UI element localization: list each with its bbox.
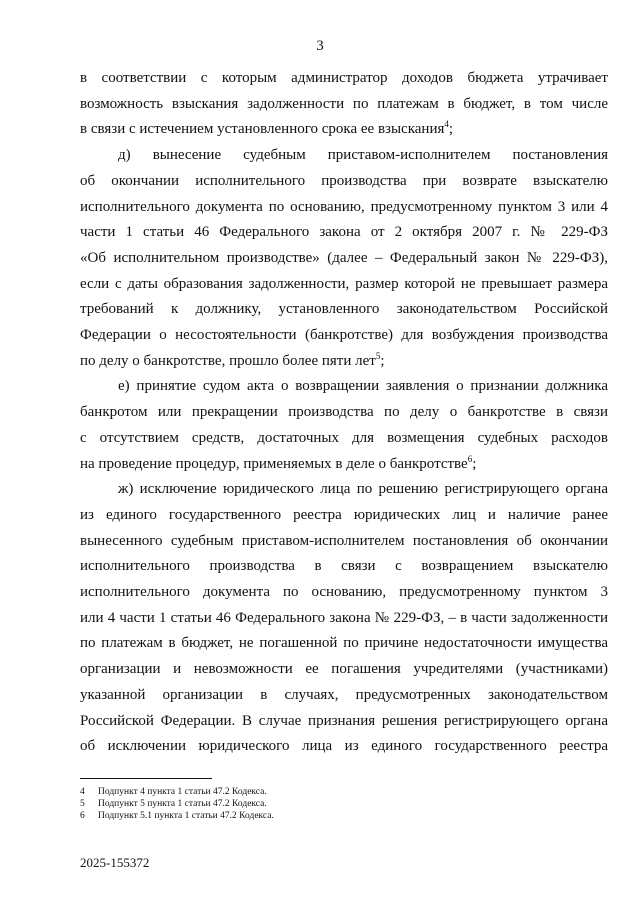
text-line-content: или 4 части 1 статьи 46 Федерального закона № 229-ФЗ, – в части задолженности <box>80 609 608 626</box>
footnote <box>80 810 274 822</box>
text-line-content: по делу о банкротстве, прошло более пяти лет <box>80 352 376 369</box>
text-line-content: об исключении юридического лица из единого государственного реестра <box>80 738 608 755</box>
text-line-tail: ; <box>380 352 385 369</box>
text-line <box>80 659 608 679</box>
text-line <box>80 351 608 371</box>
document-number: 2025-155372 <box>80 855 150 870</box>
text-line-content: из единого государственного реестра юридических лиц и наличие ранее <box>80 506 608 523</box>
text-line-content: по платежам в бюджет, не погашенной по причине недостаточности имущества <box>80 635 608 652</box>
text-line <box>80 274 608 294</box>
text-line <box>80 248 608 268</box>
page-number: 3 <box>316 38 324 54</box>
text-line <box>80 171 608 191</box>
text-line <box>80 505 608 525</box>
text-line <box>118 376 608 396</box>
text-line <box>80 454 608 474</box>
text-line <box>80 119 608 139</box>
footnote-reference: 5 <box>375 350 381 361</box>
text-line-content: указанной организации в случаях, предусмотренных законодательством <box>80 686 608 703</box>
text-line-content: части 1 статьи 46 Федерального закона от 2 октября 2007 г. № 229-ФЗ <box>80 224 608 241</box>
footnote-mark: 4 <box>80 787 85 797</box>
text-line-content: исполнительного производства в связи с возвращением взыскателю <box>80 558 608 575</box>
text-line-content: «Об исполнительном производстве» (далее – Федеральный закон № 229-ФЗ), <box>80 249 608 266</box>
text-line-content: вынесенного судебным приставом-исполнителем постановления об окончании <box>80 532 608 549</box>
text-line <box>80 402 608 422</box>
text-line-content: если с даты образования задолженности, размер которой не превышает размера <box>80 275 608 292</box>
text-line <box>80 68 608 88</box>
text-line-tail: ; <box>448 121 454 138</box>
text-line-content: е) принятие судом акта о возвращении заявления о признании должника <box>118 378 608 395</box>
text-line-content: д) вынесение судебным приставом-исполнителем постановления <box>118 147 608 164</box>
text-line <box>80 222 608 242</box>
text-line <box>80 608 608 628</box>
text-line-content: с отсутствием средств, достаточных для возмещения судебных расходов <box>80 429 608 446</box>
text-line-content: на проведение процедур, применяемых в деле о банкротстве <box>80 455 468 472</box>
footnote-text: Подпункт 5.1 пункта 1 статьи 47.2 Кодекса. <box>98 811 274 821</box>
text-line-content: ж) исключение юридического лица по решению регистрирующего органа <box>118 481 608 498</box>
footnote-reference: 4 <box>444 119 449 130</box>
text-line <box>80 633 608 653</box>
text-line <box>118 145 608 165</box>
text-line-content: об окончании исполнительного производства при возврате взыскателю <box>80 172 608 189</box>
footnote-mark: 5 <box>80 799 85 809</box>
text-line <box>80 299 608 319</box>
text-line-content: банкротом или прекращении производства по делу о банкротстве в связи <box>80 404 608 421</box>
text-line-content: требований к должнику, установленного законодательством Российской <box>80 301 608 318</box>
text-line <box>80 711 608 731</box>
text-line <box>80 582 608 602</box>
footnote-text: Подпункт 5 пункта 1 статьи 47.2 Кодекса. <box>98 799 267 809</box>
text-line-content: организации и невозможности ее погашения учредителями (участниками) <box>80 661 608 678</box>
text-line-content: Федерации о несостоятельности (банкротстве) для возбуждения производства <box>80 327 608 343</box>
text-line <box>118 479 608 499</box>
text-line <box>80 325 608 345</box>
text-line-content: в соответствии с которым администратор доходов бюджета утрачивает <box>80 70 608 86</box>
text-line-content: исполнительного документа по основанию, предусмотренному пунктом 3 <box>80 584 608 600</box>
footnote <box>80 798 267 810</box>
text-line <box>80 531 608 551</box>
text-line <box>80 556 608 576</box>
footnote <box>80 786 267 798</box>
text-line <box>80 736 608 756</box>
footnote-reference: 6 <box>467 453 473 464</box>
text-line <box>80 685 608 705</box>
text-line <box>80 94 608 114</box>
footnote-text: Подпункт 4 пункта 1 статьи 47.2 Кодекса. <box>98 787 267 797</box>
text-line-tail: ; <box>472 455 477 472</box>
text-line-content: Российской Федерации. В случае признания решения регистрирующего органа <box>80 712 608 729</box>
footnote-mark: 6 <box>80 811 85 821</box>
text-line <box>80 428 608 448</box>
text-line <box>80 197 608 217</box>
text-line-content: в связи с истечением установленного срока ее взыскания <box>80 121 445 138</box>
footnote-separator <box>80 778 212 779</box>
text-line-content: возможность взыскания задолженности по платежам в бюджет, в том числе <box>80 95 608 112</box>
text-line-content: исполнительного документа по основанию, предусмотренному пунктом 3 или 4 <box>80 198 608 215</box>
